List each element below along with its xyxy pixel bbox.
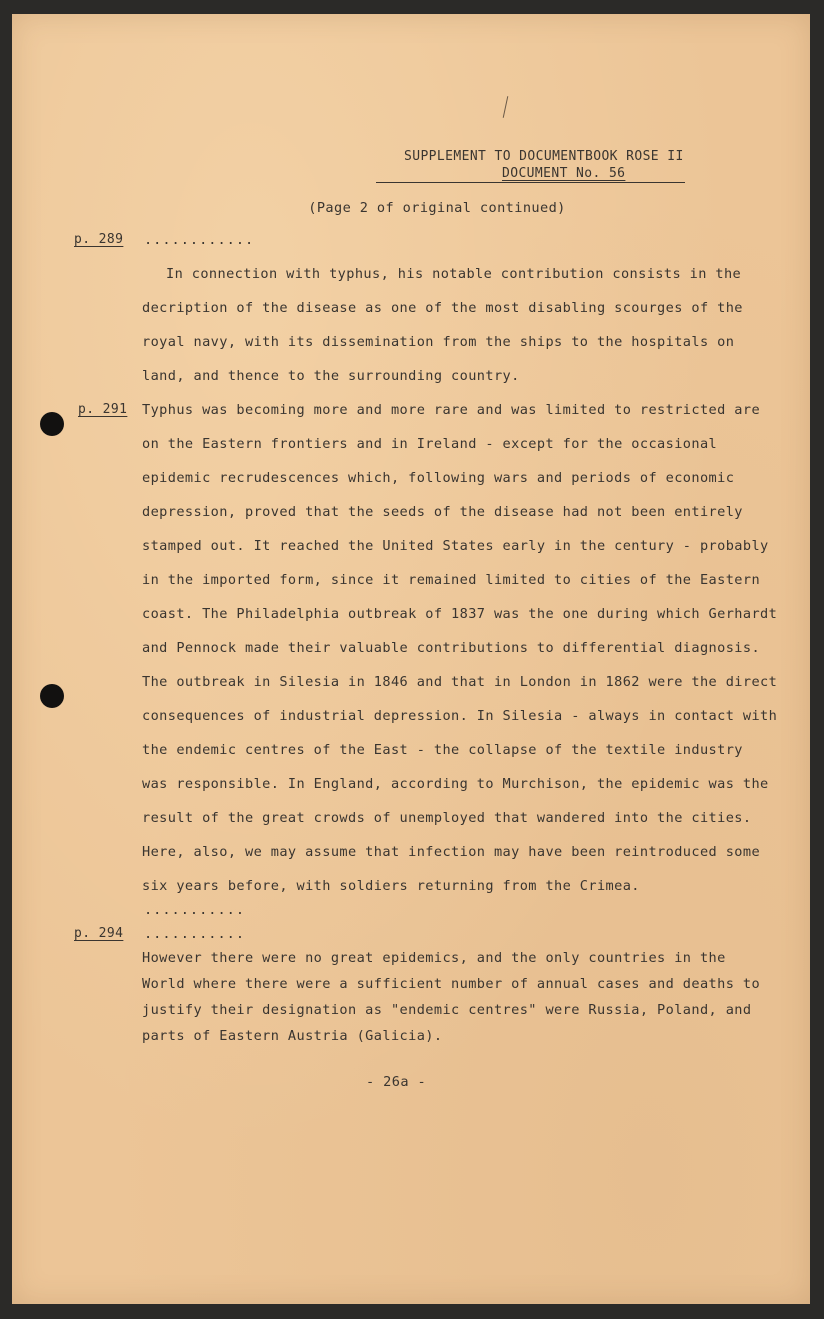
paragraph-line: was responsible. In England, according to Murchison, the epidemic was the xyxy=(142,776,769,792)
paragraph-line: World where there were a sufficient number of annual cases and deaths to xyxy=(142,976,761,992)
page-ref-291: p. 291 xyxy=(78,402,128,417)
document-page xyxy=(12,14,810,1304)
ellipsis-dots: ........... xyxy=(144,902,246,918)
paragraph-line: on the Eastern frontiers and in Ireland - except for the occasional xyxy=(142,436,718,452)
header-title: SUPPLEMENT TO DOCUMENTBOOK ROSE II xyxy=(404,149,684,164)
paragraph-line: six years before, with soldiers returning from the Crimea. xyxy=(142,878,640,894)
paragraph-line: depression, proved that the seeds of the disease had not been entirely xyxy=(142,504,743,520)
paragraph-line: The outbreak in Silesia in 1846 and that in London in 1862 were the direct xyxy=(142,674,778,690)
paragraph-line: consequences of industrial depression. In Silesia - always in contact with xyxy=(142,708,778,724)
paragraph-line: stamped out. It reached the United States early in the century - probably xyxy=(142,538,769,554)
paragraph-line: royal navy, with its dissemination from the ships to the hospitals on xyxy=(142,334,735,350)
paragraph-line: However there were no great epidemics, and the only countries in the xyxy=(142,950,726,966)
page-ref-289: p. 289 xyxy=(74,232,124,247)
paragraph-line: result of the great crowds of unemployed that wandered into the cities. xyxy=(142,810,752,826)
punch-hole-bottom xyxy=(40,684,64,708)
paragraph-line: epidemic recrudescences which, following wars and periods of economic xyxy=(142,470,735,486)
header-underline xyxy=(376,182,685,183)
paragraph-line: in the imported form, since it remained limited to cities of the Eastern xyxy=(142,572,761,588)
paragraph-line: decription of the disease as one of the most disabling scourges of the xyxy=(142,300,743,316)
paragraph-line: In connection with typhus, his notable contribution consists in the xyxy=(166,266,742,282)
page-number: - 26a - xyxy=(366,1074,427,1090)
paragraph-line: Here, also, we may assume that infection may have been reintroduced some xyxy=(142,844,761,860)
paragraph-line: the endemic centres of the East - the collapse of the textile industry xyxy=(142,742,743,758)
page-ref-294: p. 294 xyxy=(74,926,124,941)
pencil-mark xyxy=(503,96,509,118)
paragraph-line: coast. The Philadelphia outbreak of 1837 was the one during which Gerhardt xyxy=(142,606,778,622)
header-document-number: DOCUMENT No. 56 xyxy=(502,166,626,181)
punch-hole-top xyxy=(40,412,64,436)
paragraph-line: justify their designation as "endemic centres" were Russia, Poland, and xyxy=(142,1002,752,1018)
paragraph-line: Typhus was becoming more and more rare and was limited to restricted are xyxy=(142,402,761,418)
paragraph-line: land, and thence to the surrounding country. xyxy=(142,368,520,384)
ellipsis-dots: ............ xyxy=(144,232,255,248)
continued-note: (Page 2 of original continued) xyxy=(308,200,566,216)
paragraph-line: parts of Eastern Austria (Galicia). xyxy=(142,1028,443,1044)
ellipsis-dots: ........... xyxy=(144,926,246,942)
paragraph-line: and Pennock made their valuable contributions to differential diagnosis. xyxy=(142,640,761,656)
